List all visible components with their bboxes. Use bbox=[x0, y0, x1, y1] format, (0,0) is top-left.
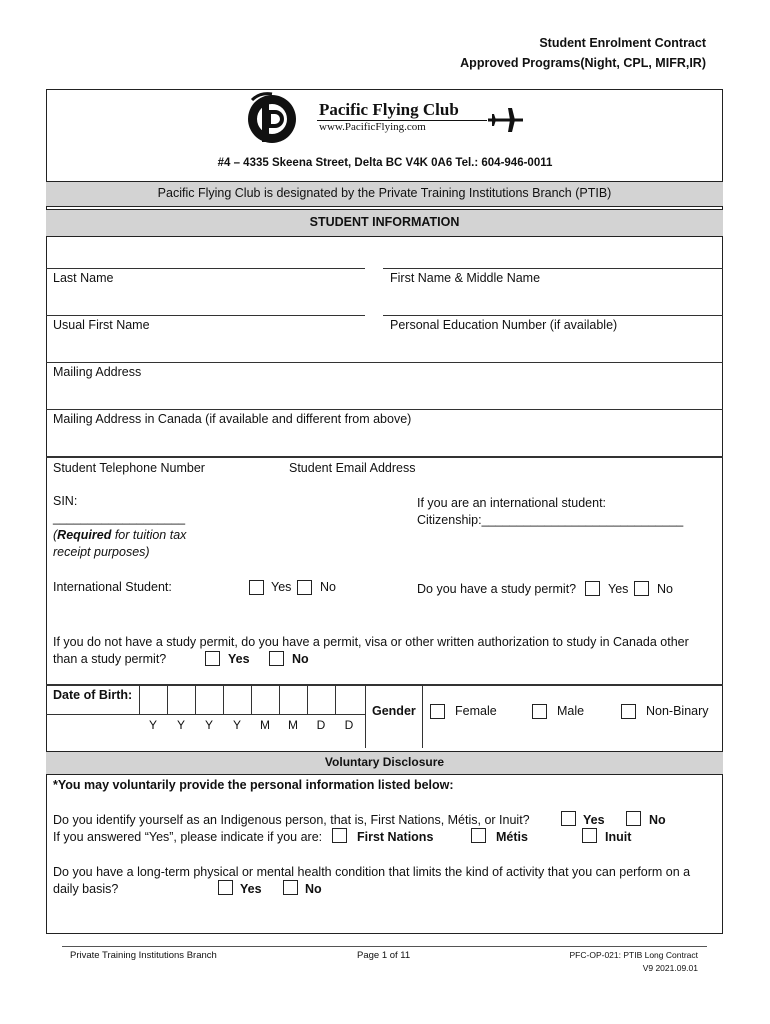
student-information-band: STUDENT INFORMATION bbox=[46, 209, 723, 237]
permit-question-line2: than a study permit? bbox=[53, 652, 167, 666]
footer-doc-code: PFC-OP-021: PTIB Long Contract bbox=[569, 950, 698, 960]
study-permit-yes-label: Yes bbox=[608, 582, 629, 596]
mailing-address-label: Mailing Address bbox=[53, 365, 142, 379]
study-permit-yes-checkbox[interactable] bbox=[585, 581, 600, 596]
dob-cell-y4[interactable] bbox=[223, 686, 251, 714]
study-permit-no-checkbox[interactable] bbox=[634, 581, 649, 596]
dob-cell-m2[interactable] bbox=[279, 686, 307, 714]
health-condition-line1: Do you have a long-term physical or mental health condition that limits the kind of activity that you can perform on a bbox=[53, 865, 691, 879]
indigenous-no-label: No bbox=[649, 813, 666, 827]
logo-underline bbox=[317, 120, 487, 121]
first-name-top-line bbox=[383, 268, 723, 269]
permit-question-line1: If you do not have a study permit, do you have a permit, visa or other written authorization to study in Canada other bbox=[53, 635, 689, 649]
permit-no-checkbox[interactable] bbox=[269, 651, 284, 666]
international-yes-checkbox[interactable] bbox=[249, 580, 264, 595]
page-number: Page 1 of 11 bbox=[357, 950, 411, 961]
study-permit-question: Do you have a study permit? bbox=[417, 582, 577, 596]
dob-cell-d1[interactable] bbox=[307, 686, 335, 714]
telephone-label: Student Telephone Number bbox=[53, 461, 205, 475]
footer-version: V9 2021.09.01 bbox=[642, 963, 698, 973]
study-permit-no-label: No bbox=[657, 582, 673, 596]
indigenous-followup: If you answered “Yes”, please indicate if you are: bbox=[53, 830, 323, 844]
sin-note-open: ( bbox=[53, 528, 58, 542]
inuit-label: Inuit bbox=[605, 830, 632, 844]
international-no-checkbox[interactable] bbox=[297, 580, 312, 595]
gender-female-label: Female bbox=[455, 704, 497, 718]
last-name-label: Last Name bbox=[53, 271, 114, 285]
sin-note-rest: for tuition tax bbox=[111, 528, 187, 542]
dob-col-label: Y bbox=[176, 718, 185, 732]
gender-nonbinary-label: Non-Binary bbox=[646, 704, 709, 718]
dob-col-label: Y bbox=[204, 718, 213, 732]
pen-label: Personal Education Number (if available) bbox=[390, 318, 618, 332]
gender-nonbinary-checkbox[interactable] bbox=[621, 704, 636, 719]
sin-note-line1 bbox=[53, 528, 186, 542]
indigenous-yes-checkbox[interactable] bbox=[561, 811, 576, 826]
dob-cell-m1[interactable] bbox=[251, 686, 279, 714]
gender-female-checkbox[interactable] bbox=[430, 704, 445, 719]
dob-cell-d2[interactable] bbox=[335, 686, 363, 714]
dob-col-label: M bbox=[288, 718, 298, 732]
club-url: www.PacificFlying.com bbox=[319, 121, 426, 133]
contact-section-top-line bbox=[46, 456, 723, 458]
address-line: #4 – 4335 Skeena Street, Delta BC V4K 0A6 Tel.: 604-946-0011 bbox=[217, 157, 553, 169]
dob-col-label: M bbox=[260, 718, 270, 732]
metis-checkbox[interactable] bbox=[471, 828, 486, 843]
usual-first-name-top-line bbox=[46, 315, 365, 316]
gender-label: Gender bbox=[372, 704, 416, 718]
indigenous-question: Do you identify yourself as an Indigenous person, that is, First Nations, Métis, or Inuit? bbox=[53, 813, 530, 827]
dob-col-label: Y bbox=[148, 718, 157, 732]
dob-label: Date of Birth: bbox=[53, 688, 133, 702]
international-no-label: No bbox=[320, 580, 336, 594]
voluntary-disclosure-band: Voluntary Disclosure bbox=[46, 751, 723, 775]
international-yes-label: Yes bbox=[271, 580, 292, 594]
international-student-label: International Student: bbox=[53, 580, 172, 594]
voluntary-intro: *You may voluntarily provide the personal information listed below: bbox=[53, 778, 454, 792]
footer-left: Private Training Institutions Branch bbox=[70, 950, 217, 961]
first-middle-name-label: First Name & Middle Name bbox=[390, 271, 541, 285]
metis-label: Métis bbox=[496, 830, 528, 844]
health-no-checkbox[interactable] bbox=[283, 880, 298, 895]
dob-cell-bottom-line bbox=[46, 714, 366, 715]
health-condition-line2: daily basis? bbox=[53, 882, 119, 896]
gender-male-label: Male bbox=[557, 704, 585, 718]
dob-col-label: D bbox=[316, 718, 326, 732]
last-name-top-line bbox=[46, 268, 365, 269]
mailing-address-top-line bbox=[46, 362, 723, 363]
sin-blank: ___________________ bbox=[53, 511, 186, 525]
first-nations-label: First Nations bbox=[357, 830, 434, 844]
email-label: Student Email Address bbox=[289, 461, 416, 475]
gender-male-checkbox[interactable] bbox=[532, 704, 547, 719]
indigenous-no-checkbox[interactable] bbox=[626, 811, 641, 826]
sin-note-required: Required bbox=[57, 528, 112, 542]
health-yes-label: Yes bbox=[240, 882, 262, 896]
sin-note-line2: receipt purposes) bbox=[53, 545, 150, 559]
contract-title: Student Enrolment Contract bbox=[539, 36, 706, 50]
permit-yes-label: Yes bbox=[228, 652, 250, 666]
dob-cell-y2[interactable] bbox=[167, 686, 195, 714]
citizenship-field: Citizenship:_____________________________ bbox=[417, 513, 684, 527]
dob-col-label: Y bbox=[232, 718, 241, 732]
mailing-address-canada-label: Mailing Address in Canada (if available and different from above) bbox=[53, 412, 412, 426]
usual-first-name-label: Usual First Name bbox=[53, 318, 150, 332]
contract-subtitle: Approved Programs(Night, CPL, MIFR,IR) bbox=[460, 56, 706, 70]
permit-no-label: No bbox=[292, 652, 309, 666]
ptib-designation-band: Pacific Flying Club is designated by the Private Training Institutions Branch (PTIB) bbox=[46, 181, 723, 207]
dob-col-label: D bbox=[344, 718, 354, 732]
first-nations-checkbox[interactable] bbox=[332, 828, 347, 843]
pen-top-line bbox=[383, 315, 723, 316]
sin-label: SIN: bbox=[53, 494, 78, 508]
inuit-checkbox[interactable] bbox=[582, 828, 597, 843]
international-question: If you are an international student: bbox=[417, 496, 607, 510]
dob-cell-y1[interactable] bbox=[139, 686, 167, 714]
health-yes-checkbox[interactable] bbox=[218, 880, 233, 895]
indigenous-yes-label: Yes bbox=[583, 813, 605, 827]
health-no-label: No bbox=[305, 882, 322, 896]
dob-gender-divider bbox=[365, 686, 366, 748]
club-name: Pacific Flying Club bbox=[319, 100, 459, 119]
permit-yes-checkbox[interactable] bbox=[205, 651, 220, 666]
gender-divider bbox=[422, 686, 423, 748]
mailing-address-canada-top-line bbox=[46, 409, 723, 410]
footer-rule bbox=[62, 946, 707, 947]
dob-cell-y3[interactable] bbox=[195, 686, 223, 714]
